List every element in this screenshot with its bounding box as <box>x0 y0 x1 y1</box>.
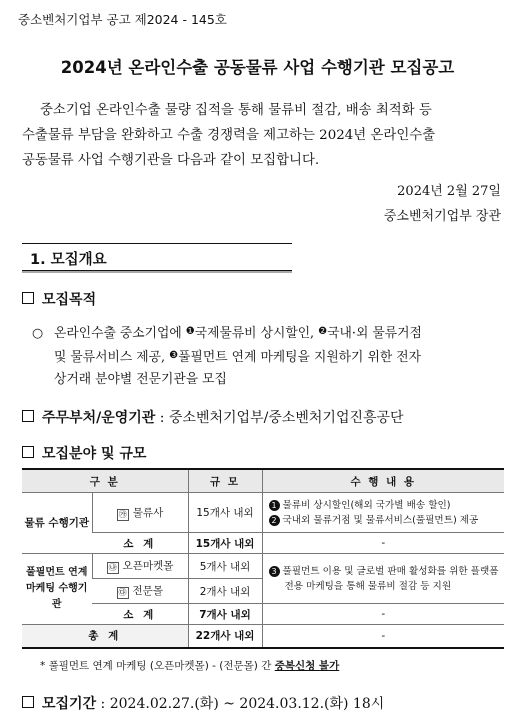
logistics-group-cell: 물류 수행기관 <box>22 493 92 554</box>
field-heading <box>22 443 146 463</box>
circle-bullet-icon: ○ <box>32 326 44 341</box>
fulfill-subtotal-value: 7개사 내외 <box>188 604 262 625</box>
logistics-scale-cell: 15개사 내외 <box>188 493 262 533</box>
purpose-line-2a: 및 물류서비스 제공, <box>54 350 170 365</box>
fulfill-item-2: 전문몰 <box>132 585 163 597</box>
purpose-item-1: 국제물류비 상시할인, <box>194 326 319 341</box>
fulfill-item-1-cell <box>92 554 188 579</box>
section-heading-box <box>22 243 292 271</box>
page-title: 2024년 온라인수출 공동물류 사업 수행기관 모집공고 <box>60 58 455 77</box>
table-row <box>22 493 504 533</box>
logistics-item-cell <box>92 493 188 533</box>
footnote-text: * 풀필먼트 연계 마케팅 (오픈마켓몰) - (전문몰) 간 <box>40 660 275 672</box>
logistics-subtotal-label: 소 계 <box>92 533 188 554</box>
department-value: 중소벤처기업부/중소벤처기업진흥공단 <box>168 410 404 426</box>
total-label: 총 계 <box>22 625 188 648</box>
intro-paragraph <box>22 98 502 173</box>
number-3-icon: ❸ <box>169 350 179 361</box>
number-2-icon: ❷ <box>318 326 328 337</box>
notice-number: 중소벤처기업부 공고 제2024 - 145호 <box>18 12 227 27</box>
logistics-content-2-text: 국내외 물류거점 및 물류서비스(풀필먼트) 제공 <box>282 514 479 526</box>
logistics-subtotal-content: - <box>262 533 504 554</box>
tag-na-icon: ㉯ <box>108 563 117 572</box>
logistics-item: 물류사 <box>132 506 164 519</box>
fulfill-subtotal-content: - <box>262 604 504 625</box>
fulfill-scale-1-cell: 5개사 내외 <box>188 554 262 579</box>
tag-ga-icon: ㉮ <box>118 509 127 519</box>
department-heading <box>22 407 404 427</box>
intro-line-2: 수출물류 부담을 완화하고 수출 경쟁력을 제고하는 2024년 온라인수출 <box>22 128 436 143</box>
department-heading-text: 주무부처/운영기관 <box>42 410 156 426</box>
bullet-1-icon: 1 <box>269 500 280 511</box>
table-row <box>22 554 504 579</box>
fulfill-content-cell <box>262 554 504 604</box>
field-heading-text: 모집분야 및 규모 <box>42 446 147 462</box>
fulfill-content-text: 풀필먼트 이용 및 글로벌 판매 활성화를 위한 플랫폼 전용 마케팅을 통해 물류비 절감 등 지원 <box>282 565 499 592</box>
period-value: 2024.02.27.(화) ~ 2024.03.12.(화) 18시 <box>109 696 385 712</box>
square-bullet-icon <box>22 446 34 458</box>
square-bullet-icon <box>22 292 34 304</box>
logistics-content-cell <box>262 493 504 533</box>
intro-line-1: 중소기업 온라인수출 물량 집적을 통해 물류비 절감, 배송 최적화 등 <box>40 103 432 118</box>
purpose-line-3: 상거래 분야별 전문기관을 모집 <box>54 372 227 387</box>
purpose-line-1 <box>32 321 502 345</box>
logistics-content-1 <box>269 498 505 513</box>
purpose-text: 온라인수출 중소기업에 <box>54 326 186 341</box>
purpose-heading <box>22 289 96 309</box>
total-content: - <box>262 625 504 648</box>
square-bullet-icon <box>22 410 34 422</box>
number-1-icon: ❶ <box>185 326 195 337</box>
header-category: 구 분 <box>22 469 188 493</box>
fulfill-group-cell: 풀필먼트 연계 마케팅 수행기관 <box>22 554 92 625</box>
tag-da-icon: ㉰ <box>118 588 127 597</box>
footnote <box>40 658 339 673</box>
logistics-content-2 <box>269 513 505 528</box>
square-bullet-icon <box>22 696 34 708</box>
table-header-row <box>22 469 504 493</box>
fulfill-subtotal-label: 소 계 <box>92 604 188 625</box>
section-heading: 1. 모집개요 <box>30 252 107 268</box>
notice-date: 2024년 2월 27일 <box>397 184 501 199</box>
table-row <box>22 533 504 554</box>
period-heading <box>22 693 384 713</box>
issuer-signature: 중소벤처기업부 장관 <box>383 209 501 224</box>
table-row <box>22 604 504 625</box>
fulfill-item-2-cell <box>92 579 188 604</box>
separator: : <box>155 410 169 426</box>
footnote-highlight: 중복신청 불가 <box>274 660 340 672</box>
purpose-heading-text: 모집목적 <box>42 292 97 308</box>
total-value: 22개사 내외 <box>188 625 262 648</box>
purpose-item-2: 국내·외 물류거점 <box>327 326 422 341</box>
period-heading-text: 모집기간 <box>42 696 97 712</box>
bullet-2-icon: 2 <box>269 515 280 526</box>
logistics-content-1-text: 물류비 상시할인(해외 국가별 배송 할인) <box>282 499 451 511</box>
bullet-3-icon: 3 <box>269 566 280 577</box>
header-content: 수 행 내 용 <box>262 469 504 493</box>
logistics-subtotal-value: 15개사 내외 <box>188 533 262 554</box>
fulfill-content <box>269 564 505 594</box>
intro-line-3: 공동물류 사업 수행기관을 다음과 같이 모집합니다. <box>22 153 320 168</box>
purpose-body <box>32 321 502 391</box>
table-total-row <box>22 625 504 648</box>
fulfill-item-1: 오픈마켓몰 <box>122 560 174 572</box>
fulfill-scale-2-cell: 2개사 내외 <box>188 579 262 604</box>
header-scale: 규 모 <box>188 469 262 493</box>
recruitment-table <box>22 468 504 649</box>
separator: : <box>96 696 110 712</box>
purpose-line-2 <box>32 345 502 369</box>
purpose-line-2b: 풀필먼트 연계 마케팅을 지원하기 위한 전자 <box>178 350 421 365</box>
